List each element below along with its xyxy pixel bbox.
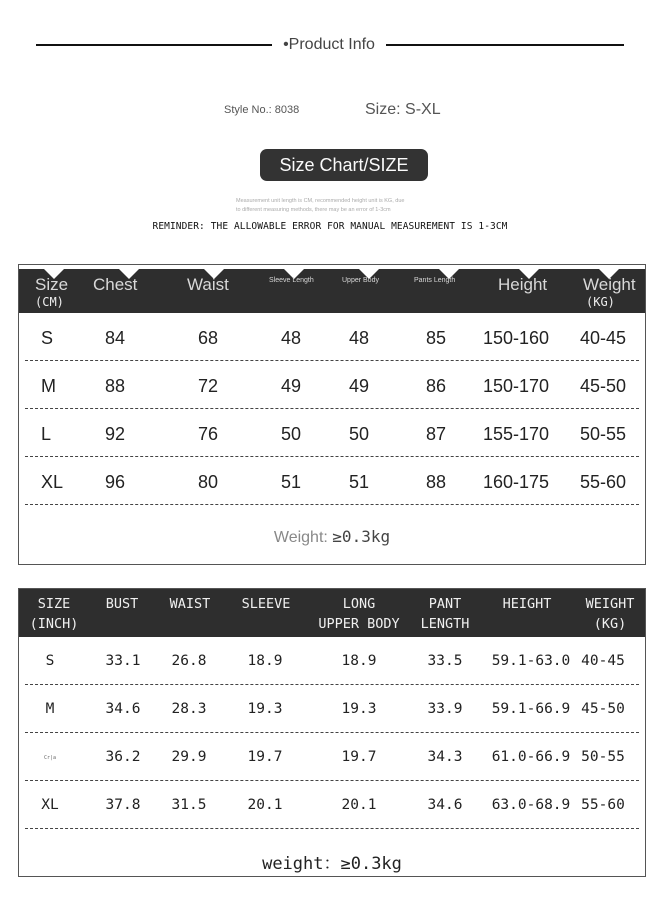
header-weight-line2: (KG) (593, 616, 627, 632)
cell-sleeve: 19.7 (247, 749, 283, 765)
cell-upper-body: 20.1 (341, 797, 377, 813)
header-sleeve-length: Sleeve Length (269, 277, 314, 284)
cell-weight: 55-60 (581, 797, 625, 813)
cell-weight: 40-45 (580, 328, 627, 348)
size-table-inch (18, 588, 646, 877)
header-size: Size (35, 275, 69, 294)
cell-chest: 84 (105, 328, 126, 348)
cell-size: L (41, 424, 52, 444)
cell-pant-length: 33.9 (427, 701, 463, 717)
cell-size: S (41, 328, 54, 348)
cell-size: XL (41, 472, 64, 492)
table-row (25, 361, 639, 409)
table-row (25, 409, 639, 457)
cell-sleeve: 19.3 (247, 701, 283, 717)
cell-size: S (45, 653, 55, 669)
header-upper-line2: UPPER BODY (318, 616, 400, 632)
cell-upper-body: 19.7 (341, 749, 377, 765)
cell-upper-body: 51 (349, 472, 370, 492)
weight-note (19, 527, 645, 547)
cell-upper-body: 18.9 (341, 653, 377, 669)
cell-height: 155-170 (483, 424, 550, 444)
cell-pants: 86 (426, 376, 447, 396)
header-bust: BUST (105, 596, 139, 612)
header-height: HEIGHT (502, 596, 552, 612)
cell-upper-body: 48 (349, 328, 370, 348)
weight-note-value: ≥0.3kg (332, 527, 391, 546)
header-size-unit: (CM) (35, 295, 64, 309)
cell-pants: 87 (426, 424, 447, 444)
table-row (25, 685, 639, 733)
cell-chest: 96 (105, 472, 126, 492)
cell-pants: 88 (426, 472, 447, 492)
header-waist: WAIST (169, 596, 211, 612)
cell-height: 59.1-63.0 (491, 653, 571, 669)
cell-sleeve: 50 (281, 424, 302, 444)
cell-weight: 45-50 (581, 701, 625, 717)
cell-waist: 31.5 (171, 797, 207, 813)
measurement-notice (236, 197, 476, 215)
cell-weight: 50-55 (581, 749, 625, 765)
header-size (27, 594, 81, 634)
cell-sleeve: 18.9 (247, 653, 283, 669)
header-upper-body: Upper Body (342, 277, 379, 284)
cell-size: M (41, 376, 56, 396)
table-row (25, 733, 639, 781)
measurement-reminder: REMINDER: THE ALLOWABLE ERROR FOR MANUAL MEASUREMENT IS 1-3CM (152, 221, 508, 232)
notice-line: Measurement unit length is CM, recommended height unit is KG, due (236, 198, 405, 204)
cell-weight: 55-60 (580, 472, 627, 492)
cell-height: 160-175 (483, 472, 550, 492)
cell-bust: 33.1 (105, 653, 141, 669)
size-range: Size: S-XL (365, 101, 441, 118)
cell-chest: 92 (105, 424, 126, 444)
style-number: Style No.: 8038 (224, 104, 300, 116)
header-pants-length: Pants Length (414, 277, 456, 284)
header-size-line1: SIZE (37, 596, 71, 612)
cell-height: 63.0-68.9 (491, 797, 571, 813)
cell-upper-body: 50 (349, 424, 370, 444)
cell-pant-length: 34.3 (427, 749, 463, 765)
cell-upper-body: 49 (349, 376, 370, 396)
weight-note: weight：≥0.3kg (262, 854, 402, 874)
cell-chest: 88 (105, 376, 126, 396)
header-pant-line2: LENGTH (420, 616, 470, 632)
header-weight-unit: (KG) (586, 295, 615, 309)
cell-pants: 85 (426, 328, 447, 348)
cell-sleeve: 49 (281, 376, 302, 396)
cell-height: 59.1-66.9 (491, 701, 571, 717)
cell-sleeve: 20.1 (247, 797, 283, 813)
table-row (25, 313, 639, 361)
cell-weight: 45-50 (580, 376, 627, 396)
header-weight (577, 594, 643, 634)
header-waist: Waist (187, 275, 229, 294)
header-size-line2: (INCH) (29, 616, 79, 632)
cell-waist: 76 (198, 424, 219, 444)
table-row (25, 457, 639, 505)
header-long-upper-body (309, 594, 409, 634)
cell-waist: 80 (198, 472, 219, 492)
cell-size: Cr|a (43, 755, 57, 761)
product-info-title-row (0, 34, 660, 58)
cell-pant-length: 33.5 (427, 653, 463, 669)
table-header (19, 589, 645, 637)
cell-bust: 37.8 (105, 797, 141, 813)
header-chest: Chest (93, 275, 138, 294)
cell-waist: 68 (198, 328, 219, 348)
divider-left (36, 44, 272, 46)
cell-bust: 36.2 (105, 749, 141, 765)
cell-pant-length: 34.6 (427, 797, 463, 813)
cell-height: 150-160 (483, 328, 550, 348)
header-weight-line1: WEIGHT (585, 596, 635, 612)
cell-sleeve: 48 (281, 328, 302, 348)
header-weight: Weight (583, 275, 636, 294)
header-upper-line1: LONG (342, 596, 376, 612)
size-table-cm (18, 264, 646, 565)
cell-waist: 28.3 (171, 701, 207, 717)
cell-weight: 50-55 (580, 424, 627, 444)
notice-line: to different measuring methods, there may be an error of 1-3cm (236, 207, 391, 213)
header-height: Height (498, 275, 548, 294)
cell-bust: 34.6 (105, 701, 141, 717)
divider-right (386, 44, 624, 46)
cell-height: 150-170 (483, 376, 550, 396)
table-row (25, 637, 639, 685)
weight-note-label: Weight: (273, 529, 328, 546)
cell-waist: 26.8 (171, 653, 207, 669)
table-row (25, 781, 639, 829)
cell-size: M (45, 701, 55, 717)
header-pant-length (413, 594, 477, 634)
cell-upper-body: 19.3 (341, 701, 377, 717)
header-pant-line1: PANT (428, 596, 462, 612)
cell-sleeve: 51 (281, 472, 302, 492)
table-header (19, 265, 645, 313)
cell-weight: 40-45 (581, 653, 625, 669)
header-sleeve: SLEEVE (241, 596, 291, 612)
cell-size: XL (41, 797, 59, 813)
size-chart-badge: Size Chart/SIZE (260, 149, 428, 181)
cell-height: 61.0-66.9 (491, 749, 571, 765)
cell-waist: 29.9 (171, 749, 207, 765)
product-info-title: •Product Info (283, 36, 375, 53)
cell-waist: 72 (198, 376, 219, 396)
